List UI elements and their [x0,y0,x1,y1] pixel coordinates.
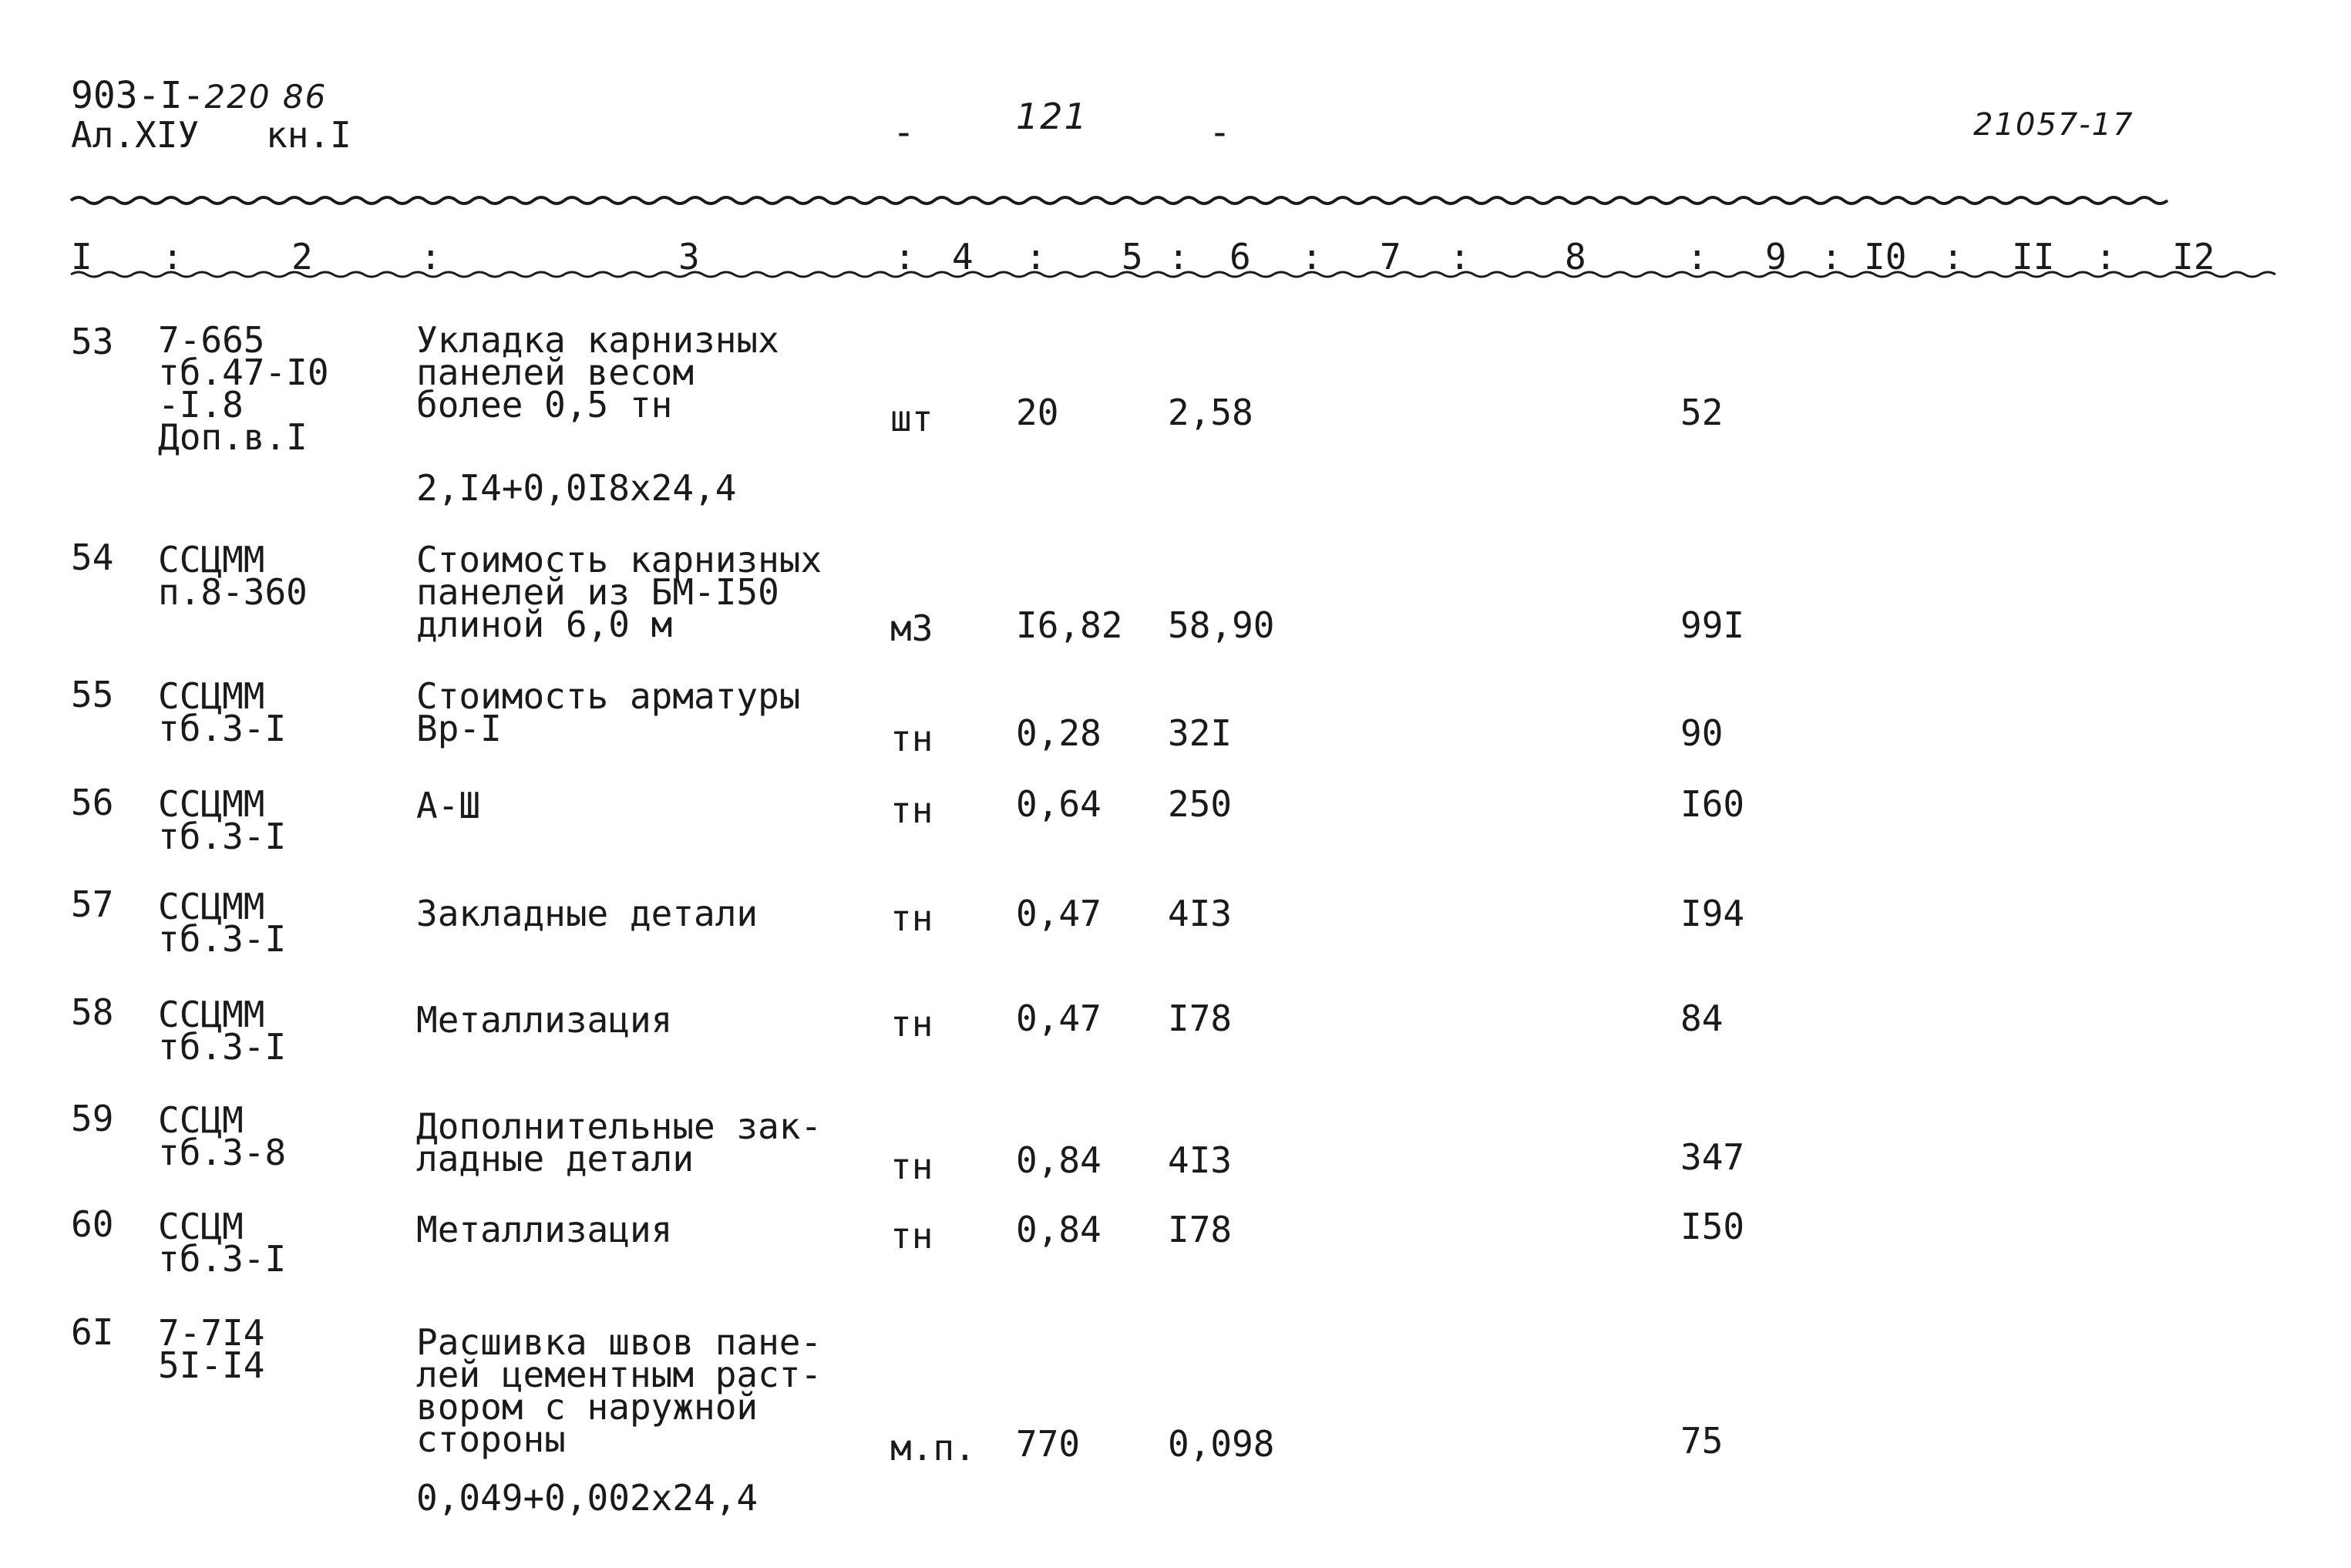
row-60-num: 60 [71,1203,114,1245]
row-55-qty: 0,28 [1016,712,1102,754]
row-53-formula: 2,I4+0,0I8x24,4 [416,467,737,509]
row-58-price: I78 [1168,998,1233,1039]
top-wavy-rule [0,190,2351,208]
album-label: Ал.XIУ [71,114,200,156]
row-61-total: 75 [1680,1420,1724,1462]
doc-code-prefix: 903-I- [71,74,205,117]
col-sep: : [1821,236,1842,278]
row-53-unit: шт [890,398,933,439]
dash-left: - [893,111,915,154]
row-56-total: I60 [1680,783,1745,825]
doc-code [71,74,328,117]
col-sep: : [420,236,442,278]
row-58-name: Металлизация [416,999,673,1041]
book-label: кн.I [266,114,351,156]
col-sep: : [1687,236,1708,278]
row-60-total: I50 [1680,1206,1745,1247]
row-61-qty: 770 [1016,1423,1081,1465]
row-59-total: 347 [1680,1136,1745,1178]
col-sep: : [2095,236,2117,278]
col-header-4: 4 [952,236,974,278]
row-55-num: 55 [71,674,114,715]
row-53-name: Укладка карнизных панелей весом более 0,5 тн [416,319,779,426]
col-sep: : [1449,236,1471,278]
row-59-unit: тн [890,1146,933,1187]
col-header-8: 8 [1565,236,1586,278]
row-59-code: ССЦМ тб.3-8 [158,1099,287,1173]
row-60-price: I78 [1168,1209,1233,1250]
row-53-total: 52 [1680,392,1724,433]
dash-right: - [1209,111,1231,154]
row-56-name: А-Ш [416,785,481,826]
row-53-price: 2,58 [1168,392,1253,433]
row-55-total: 90 [1680,712,1724,754]
row-53-qty: 20 [1016,392,1059,433]
row-58-unit: тн [890,1003,933,1045]
col-header-9: 9 [1765,236,1787,278]
row-61-code: 7-7I4 5I-I4 [158,1312,265,1386]
col-header-2: 2 [291,236,313,278]
row-57-total: I94 [1680,893,1745,934]
col-header-6: 6 [1229,236,1251,278]
row-54-total: 99I [1680,604,1745,646]
row-60-unit: тн [890,1215,933,1257]
row-58-num: 58 [71,991,114,1033]
row-57-price: 4I3 [1168,893,1233,934]
row-54-num: 54 [71,537,114,578]
row-54-unit: м3 [890,607,933,649]
col-sep: : [894,236,916,278]
col-header-5: 5 [1122,236,1143,278]
row-61-unit: м.п. [890,1427,976,1469]
row-54-code: ССЦММ п.8-360 [158,539,308,613]
col-header-7: 7 [1380,236,1401,278]
row-55-code: ССЦММ тб.3-I [158,675,287,749]
col-sep: : [162,236,183,278]
row-56-qty: 0,64 [1016,783,1102,825]
row-56-price: 250 [1168,783,1233,825]
col-header-10: I0 [1864,236,1907,278]
col-sep: : [1301,236,1323,278]
row-54-name: Стоимость карнизных панелей из БМ-I50 длиной 6,0 м [416,539,822,645]
row-53-code: 7-665 тб.47-I0 -I.8 Доп.в.I [158,319,329,458]
row-54-price: 58,90 [1168,604,1275,646]
row-61-formula: 0,049+0,002x24,4 [416,1477,758,1519]
header-wavy-underline [0,267,2351,282]
row-58-qty: 0,47 [1016,998,1102,1039]
row-57-qty: 0,47 [1016,893,1102,934]
col-header-1: I [71,236,92,278]
row-61-price: 0,098 [1168,1423,1275,1465]
row-59-price: 4I3 [1168,1139,1233,1181]
row-58-code: ССЦММ тб.3-I [158,994,287,1068]
row-53-num: 53 [71,321,114,362]
col-sep: : [1942,236,1964,278]
row-57-num: 57 [71,883,114,925]
row-55-unit: тн [890,718,933,759]
row-55-name: Стоимость арматуры Вр-I [416,675,801,749]
row-54-qty: I6,82 [1016,604,1123,646]
row-60-qty: 0,84 [1016,1209,1102,1250]
row-59-qty: 0,84 [1016,1139,1102,1181]
col-header-3: 3 [678,236,700,278]
row-60-code: ССЦМ тб.3-I [158,1206,287,1280]
col-sep: : [1025,236,1047,278]
col-header-11: II [2012,236,2055,278]
row-55-price: 32I [1168,712,1233,754]
page-number: 121 [1016,96,1088,137]
row-61-num: 6I [71,1311,114,1353]
row-56-code: ССЦММ тб.3-I [158,783,287,857]
archive-number: 21057-17 [1973,107,2134,143]
col-header-12: I2 [2172,236,2215,278]
col-sep: : [1168,236,1189,278]
row-59-name: Дополнительные зак- ладные детали [416,1105,822,1179]
row-56-unit: тн [890,789,933,831]
row-60-name: Металлизация [416,1209,673,1250]
doc-code-handwritten: 220 86 [204,78,328,116]
row-57-code: ССЦММ тб.3-I [158,886,287,960]
row-57-unit: тн [890,897,933,939]
row-59-num: 59 [71,1098,114,1139]
row-57-name: Закладные детали [416,893,758,934]
row-61-name: Расшивка швов пане- лей цементным раст- вором с наружной стороны [416,1321,822,1460]
row-58-total: 84 [1680,998,1724,1039]
row-56-num: 56 [71,782,114,823]
